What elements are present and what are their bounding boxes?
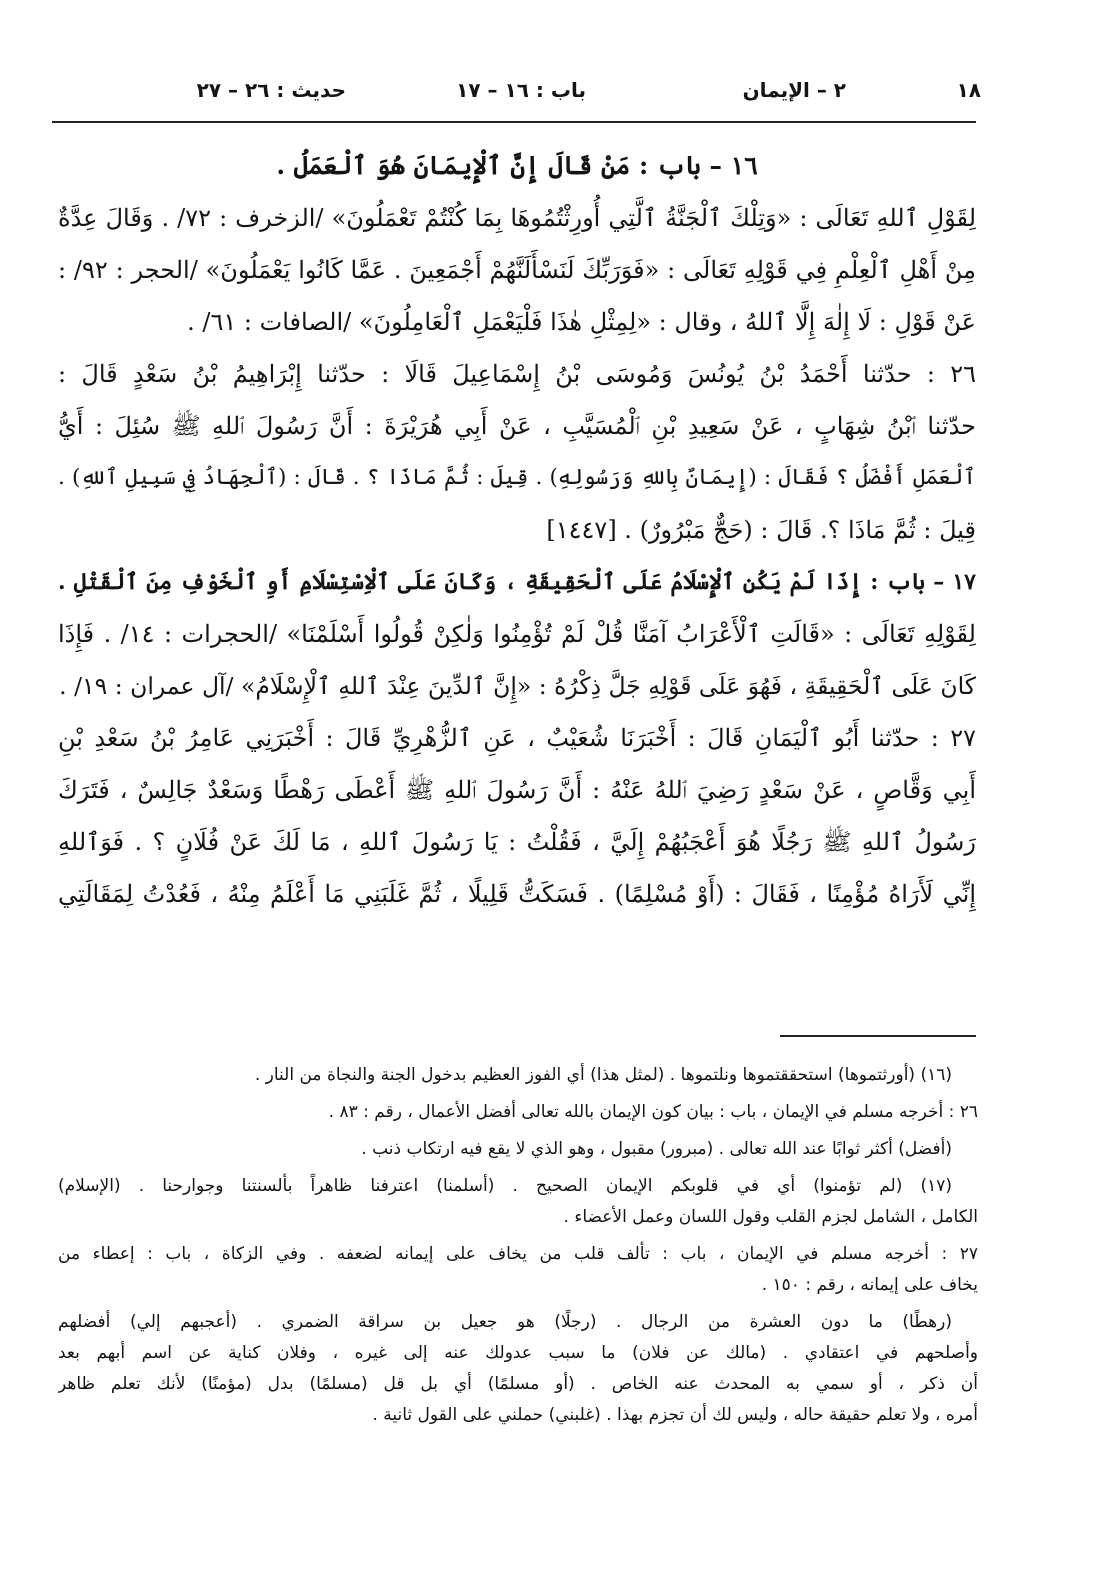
text-line: لِقَوْلِ ٱللهِ تَعَالَى : «وَتِلْكَ ٱلْجَنَّةُ ٱلَّتِي أُورِثْتُمُوهَا بِمَا كُنْتُمْ تَعْمَلُونَ» /الزخرف : ٧٢/ . وَقَالَ عِدَّةٌ bbox=[58, 204, 976, 232]
chapter-heading-17: ١٧ – باب : إِذَا لَمْ يَكُنِ ٱلْإِسْلَامُ عَلَى ٱلْحَقِيقَةِ ، وَكَانَ عَلَى ٱلْاِسْتِسْلَامِ أَوِ ٱلْخَوْفِ مِنَ ٱلْقَتْلِ . bbox=[58, 569, 976, 595]
footnote-line: يخاف على إيمانه ، رقم : ١٥٠ . bbox=[761, 1275, 978, 1295]
text-line: حدّثنا ٱبْنُ شِهَابٍ ، عَنْ سَعِيدِ بْنِ ٱلْمُسَيَّبِ ، عَنْ أَبِي هُرَيْرَةَ : أَنَّ رَسُولَ ٱللهِ ﷺ سُئِلَ : أَيُّ bbox=[58, 412, 976, 440]
footnote-line: (أفضل) أكثر ثوابًا عند الله تعالى . (مبرور) مقبول ، وهو الذي لا يقع فيه ارتكاب ذنب . bbox=[361, 1139, 952, 1159]
footnote-line: وأصلحهم في اعتقادي . (مالك عن فلان) ما سبب عدولك عنه إلى غيره ، وفلان كناية عن اسم أبهم بعد bbox=[58, 1343, 978, 1363]
page-number: ١٨ bbox=[956, 78, 981, 102]
footnotes bbox=[58, 1060, 978, 1431]
text-line: عَنْ قَوْلِ : لَا إِلٰهَ إِلَّا ٱللهُ ، وقال : «لِمِثْلِ هٰذَا فَلْيَعْمَلِ ٱلْعَامِلُونَ» /الصافات : ٦١/ . bbox=[187, 308, 976, 336]
chapter-title: ٢ – الإيمان bbox=[742, 78, 846, 102]
footnote-rule bbox=[780, 1035, 976, 1037]
footnote-line: ٢٦ : أخرجه مسلم في الإيمان ، باب : بيان كون الإيمان بالله تعالى أفضل الأعمال ، رقم : ٨٣ . bbox=[328, 1102, 978, 1122]
hadith-26-line: ٢٦ : حدّثنا أَحْمَدُ بْنُ يُونُسَ وَمُوسَى بْنُ إِسْمَاعِيلَ قَالَا : حدّثنا إِبْرَاهِيمُ بْنُ سَعْدٍ قَالَ : bbox=[58, 360, 976, 388]
footnote-line: (رهطًا) ما دون العشرة من الرجال . (رجلًا) هو جعيل بن سراقة الضمري . (أعجبهم إلي) أفضلهم bbox=[58, 1312, 952, 1332]
footnote-line: (١٧) (لم تؤمنوا) أي في قلوبكم الإيمان الصحيح . (أسلمنا) اعترفنا ظاهراً بألسنتنا وجوارحنا . (الإسلام) bbox=[58, 1176, 952, 1196]
bab-range: باب : ١٦ – ١٧ bbox=[456, 78, 586, 102]
text-line: ٱلْعَمَلِ أَفْضَلُ ؟ فَقَالَ : (إِيمَانٌ بِاللهِ وَرَسُولِهِ) . قِيلَ : ثُمَّ مَاذَا ؟ . قَالَ : (ٱلْجِهَادُ فِي سَبِيلِ ٱللهِ) . bbox=[58, 465, 976, 490]
text-line: قِيلَ : ثُمَّ مَاذَا ؟. قَالَ : (حَجٌّ مَبْرُورٌ) . [١٤٤٧] bbox=[546, 516, 976, 544]
text-line: إِنِّي لَأَرَاهُ مُؤْمِنًا ، فَقَالَ : (أَوْ مُسْلِمًا) . فَسَكَتُّ قَلِيلًا ، ثُمَّ غَلَبَنِي مَا أَعْلَمُ مِنْهُ ، فَعُدْتُ لِمَقَالَتِي bbox=[58, 880, 976, 908]
footnote-line: الكامل ، الشامل لجزم القلب وقول اللسان وعمل الأعضاء . bbox=[563, 1207, 978, 1227]
footnote-line: (١٦) (أورثتموها) استحققتموها ونلتموها . (لمثل هذا) أي الفوز العظيم بدخول الجنة والنجاة من النار . bbox=[254, 1065, 952, 1085]
footnote-line: أمره ، ولا تعلم حقيقة حاله ، وليس لك أن تجزم بهذا . (غلبني) حملني على القول ثانية . bbox=[372, 1405, 978, 1425]
hadith-range: حديث : ٢٦ – ٢٧ bbox=[196, 78, 346, 102]
text-line: كَانَ عَلَى ٱلْحَقِيقَةِ ، فَهُوَ عَلَى قَوْلِهِ جَلَّ ذِكْرُهُ : «إِنَّ ٱلدِّينَ عِنْدَ ٱللهِ ٱلْإِسْلَامُ» /آل عمران : ١٩/ . bbox=[59, 672, 976, 700]
running-header bbox=[55, 72, 981, 106]
text-line: أَبِي وَقَّاصٍ ، عَنْ سَعْدٍ رَضِيَ ٱللهُ عَنْهُ : أَنَّ رَسُولَ ٱللهِ ﷺ أَعْطَى رَهْطًا وَسَعْدٌ جَالِسٌ ، فَتَرَكَ bbox=[58, 776, 976, 804]
footnote-line: ٢٧ : أخرجه مسلم في الإيمان ، باب : تألف قلب من يخاف على إيمانه لضعفه . وفي الزكاة ، باب : إعطاء من bbox=[58, 1244, 978, 1264]
chapter-heading-16: ١٦ – باب : مَنْ قَالَ إِنَّ ٱلْإِيمَانَ هُوَ ٱلْعَمَلُ . bbox=[276, 151, 758, 180]
main-text bbox=[58, 140, 976, 920]
hadith-27-line: ٢٧ : حدّثنا أَبُو ٱلْيَمَانِ قَالَ : أَخْبَرَنَا شُعَيْبٌ ، عَنِ ٱلزُّهْرِيِّ قَالَ : أَخْبَرَنِي عَامِرُ بْنُ سَعْدِ بْنِ bbox=[58, 724, 976, 752]
text-line: لِقَوْلِهِ تَعَالَى : «قَالَتِ ٱلْأَعْرَابُ آمَنَّا قُلْ لَمْ تُؤْمِنُوا وَلٰكِنْ قُولُوا أَسْلَمْنَا» /الحجرات : ١٤/ . فَإِذَا bbox=[58, 620, 976, 648]
footnote-line: أن ذكر ، أو سمي به المحدث عنه الخاص . (أو مسلمًا) أي بل قل (مسلمًا) بدل (مؤمنًا) لأنك تعلم ظاهر bbox=[58, 1374, 978, 1394]
text-line: رَسُولُ ٱللهِ ﷺ رَجُلًا هُوَ أَعْجَبُهُمْ إِلَيَّ ، فَقُلْتُ : يَا رَسُولَ ٱللهِ ، مَا لَكَ عَنْ فُلَانٍ ؟ . فَوَٱللهِ bbox=[58, 828, 976, 856]
text-line: مِنْ أَهْلِ ٱلْعِلْمِ فِي قَوْلِهِ تَعَالَى : «فَوَرَبِّكَ لَنَسْأَلَنَّهُمْ أَجْمَعِينَ . عَمَّا كَانُوا يَعْمَلُونَ» /الحجر : ٩٢/ : bbox=[58, 256, 976, 284]
header-rule bbox=[52, 121, 976, 123]
